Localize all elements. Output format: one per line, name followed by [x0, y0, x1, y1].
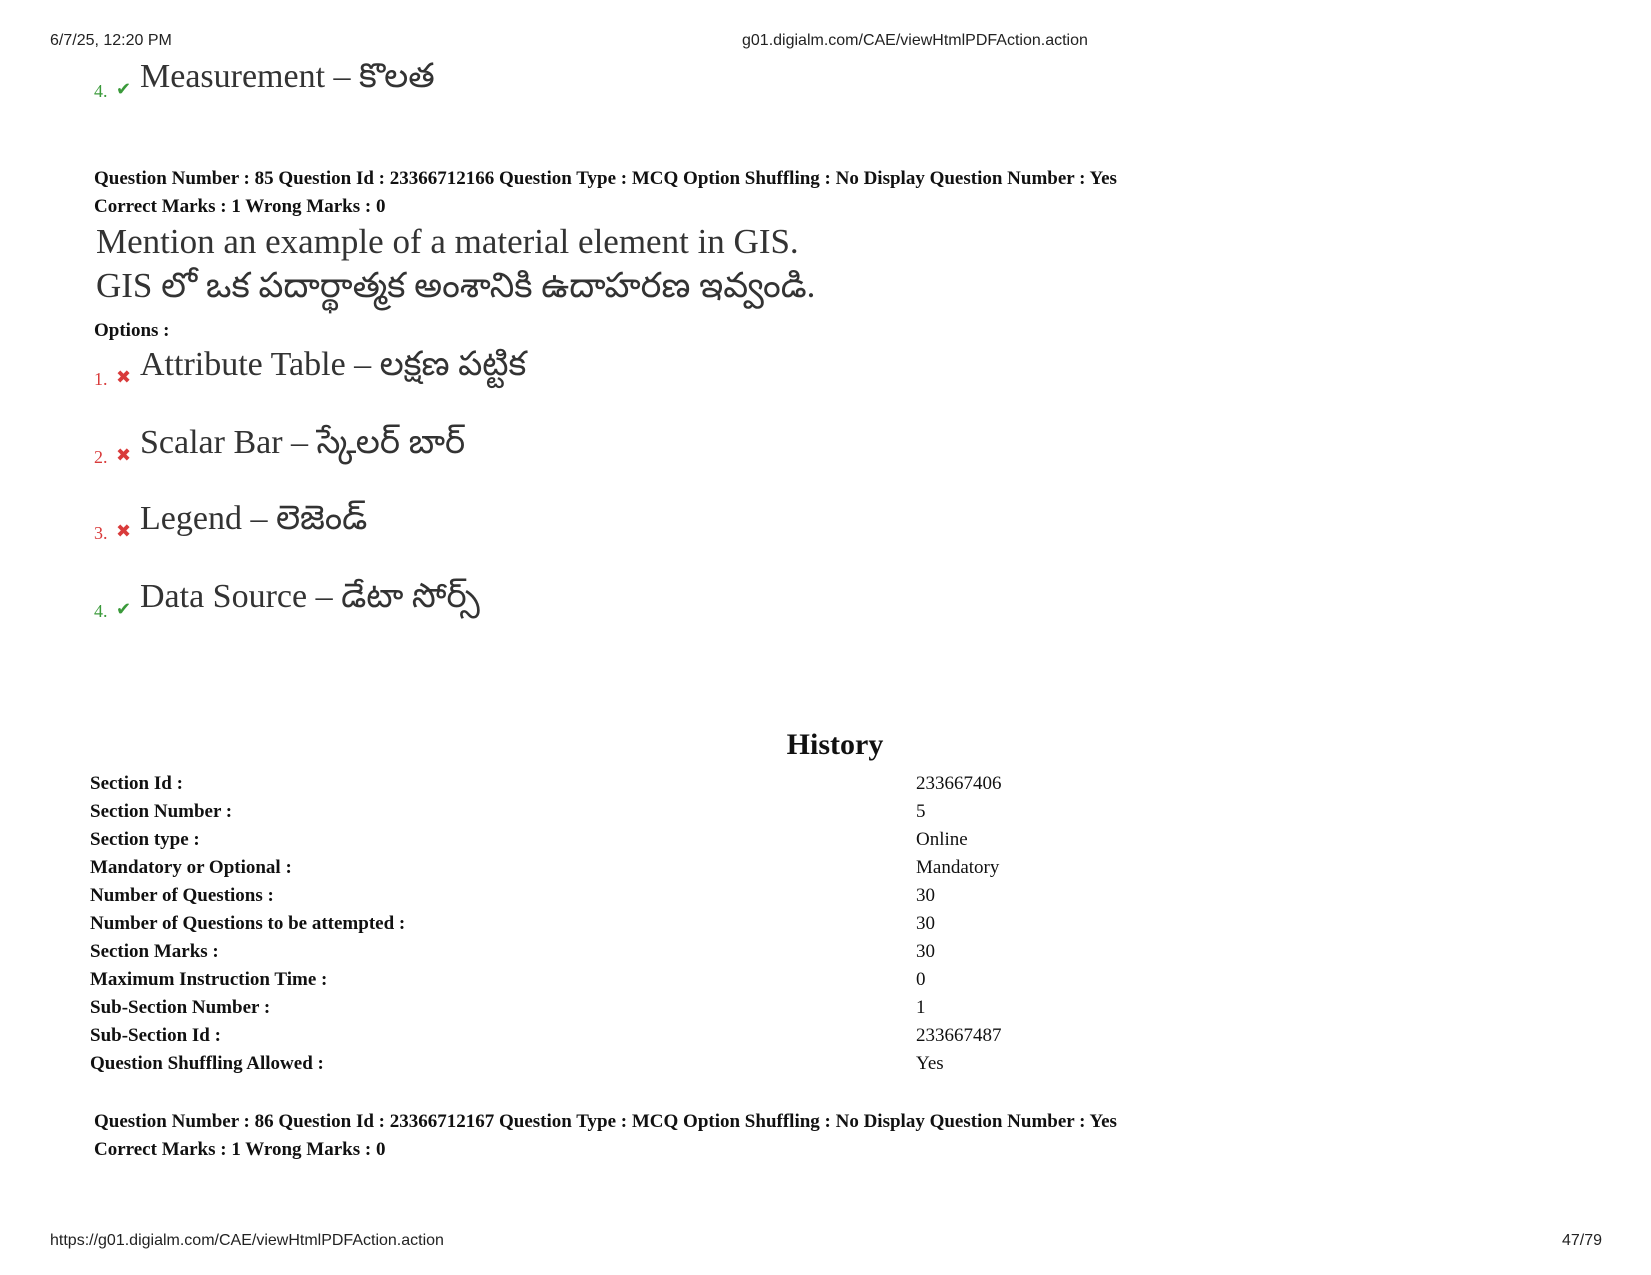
cross-icon: ✖	[116, 521, 132, 541]
print-page-title: g01.digialm.com/CAE/viewHtmlPDFAction.action	[742, 32, 1088, 49]
question-85-marks: Correct Marks : 1 Wrong Marks : 0	[94, 196, 386, 217]
option-2	[94, 424, 465, 470]
section-row-value: Mandatory	[916, 857, 1000, 878]
section-row-label: Section Id :	[90, 773, 183, 794]
option-text: Data Source – డేటా సోర్స్	[140, 578, 480, 615]
options-label: Options :	[94, 320, 170, 341]
section-row	[90, 801, 1190, 829]
section-row-value: 5	[916, 801, 926, 822]
section-row-label: Sub-Section Number :	[90, 997, 271, 1018]
section-row-label: Question Shuffling Allowed :	[90, 1053, 324, 1074]
section-row-label: Section Number :	[90, 801, 233, 822]
option-3	[94, 500, 367, 546]
option-4	[94, 578, 480, 624]
section-row-value: 233667487	[916, 1025, 1002, 1046]
section-row-label: Sub-Section Id :	[90, 1025, 221, 1046]
print-datetime: 6/7/25, 12:20 PM	[50, 32, 172, 49]
option-text: Measurement – కొలత	[140, 58, 435, 95]
question-85-text-te: GIS లో ఒక పదార్థాత్మక అంశానికి ఉదాహరణ ఇవ్వండి.	[96, 266, 816, 305]
option-number: 2.	[94, 447, 108, 467]
option-number: 4.	[94, 601, 108, 621]
section-row	[90, 1053, 1190, 1081]
check-icon: ✔	[116, 79, 132, 99]
section-row-label: Section type :	[90, 829, 200, 850]
section-row-value: Online	[916, 829, 968, 850]
cross-icon: ✖	[116, 445, 132, 465]
section-row-label: Number of Questions :	[90, 885, 274, 906]
print-page-number: 47/79	[1562, 1232, 1603, 1249]
section-row-label: Section Marks :	[90, 941, 219, 962]
option-number: 4.	[94, 81, 108, 101]
question-85-text-en: Mention an example of a material element in GIS.	[96, 222, 799, 261]
question-85-meta: Question Number : 85 Question Id : 23366712166 Question Type : MCQ Option Shuffling : No Display Question Number : Yes	[94, 168, 1117, 189]
section-row-value: 1	[916, 997, 926, 1018]
section-row-value: 30	[916, 885, 935, 906]
section-row-value: Yes	[916, 1053, 944, 1074]
option-text: Attribute Table – లక్షణ పట్టిక	[140, 346, 527, 383]
section-row	[90, 997, 1190, 1025]
section-row-label: Number of Questions to be attempted :	[90, 913, 406, 934]
option-1	[94, 346, 526, 392]
option-text: Legend – లెజెండ్	[140, 500, 368, 537]
section-row-value: 233667406	[916, 773, 1002, 794]
section-row	[90, 941, 1190, 969]
cross-icon: ✖	[116, 367, 132, 387]
question-86-meta: Question Number : 86 Question Id : 23366712167 Question Type : MCQ Option Shuffling : No Display Question Number : Yes	[94, 1111, 1117, 1132]
print-footer-url: https://g01.digialm.com/CAE/viewHtmlPDFAction.action	[50, 1232, 444, 1249]
section-row	[90, 913, 1190, 941]
section-row-value: 30	[916, 941, 935, 962]
section-row	[90, 1025, 1190, 1053]
section-row	[90, 969, 1190, 997]
option-number: 3.	[94, 523, 108, 543]
section-title: History	[786, 728, 884, 761]
section-row-label: Maximum Instruction Time :	[90, 969, 328, 990]
prev-option-4	[94, 58, 435, 104]
section-row-value: 0	[916, 969, 926, 990]
question-86-marks: Correct Marks : 1 Wrong Marks : 0	[94, 1139, 386, 1160]
section-row	[90, 857, 1190, 885]
option-text: Scalar Bar – స్కేలర్ బార్	[140, 424, 466, 461]
section-row-label: Mandatory or Optional :	[90, 857, 292, 878]
section-row	[90, 773, 1190, 801]
option-number: 1.	[94, 369, 108, 389]
section-row	[90, 829, 1190, 857]
check-icon: ✔	[116, 599, 132, 619]
section-row-value: 30	[916, 913, 935, 934]
section-row	[90, 885, 1190, 913]
